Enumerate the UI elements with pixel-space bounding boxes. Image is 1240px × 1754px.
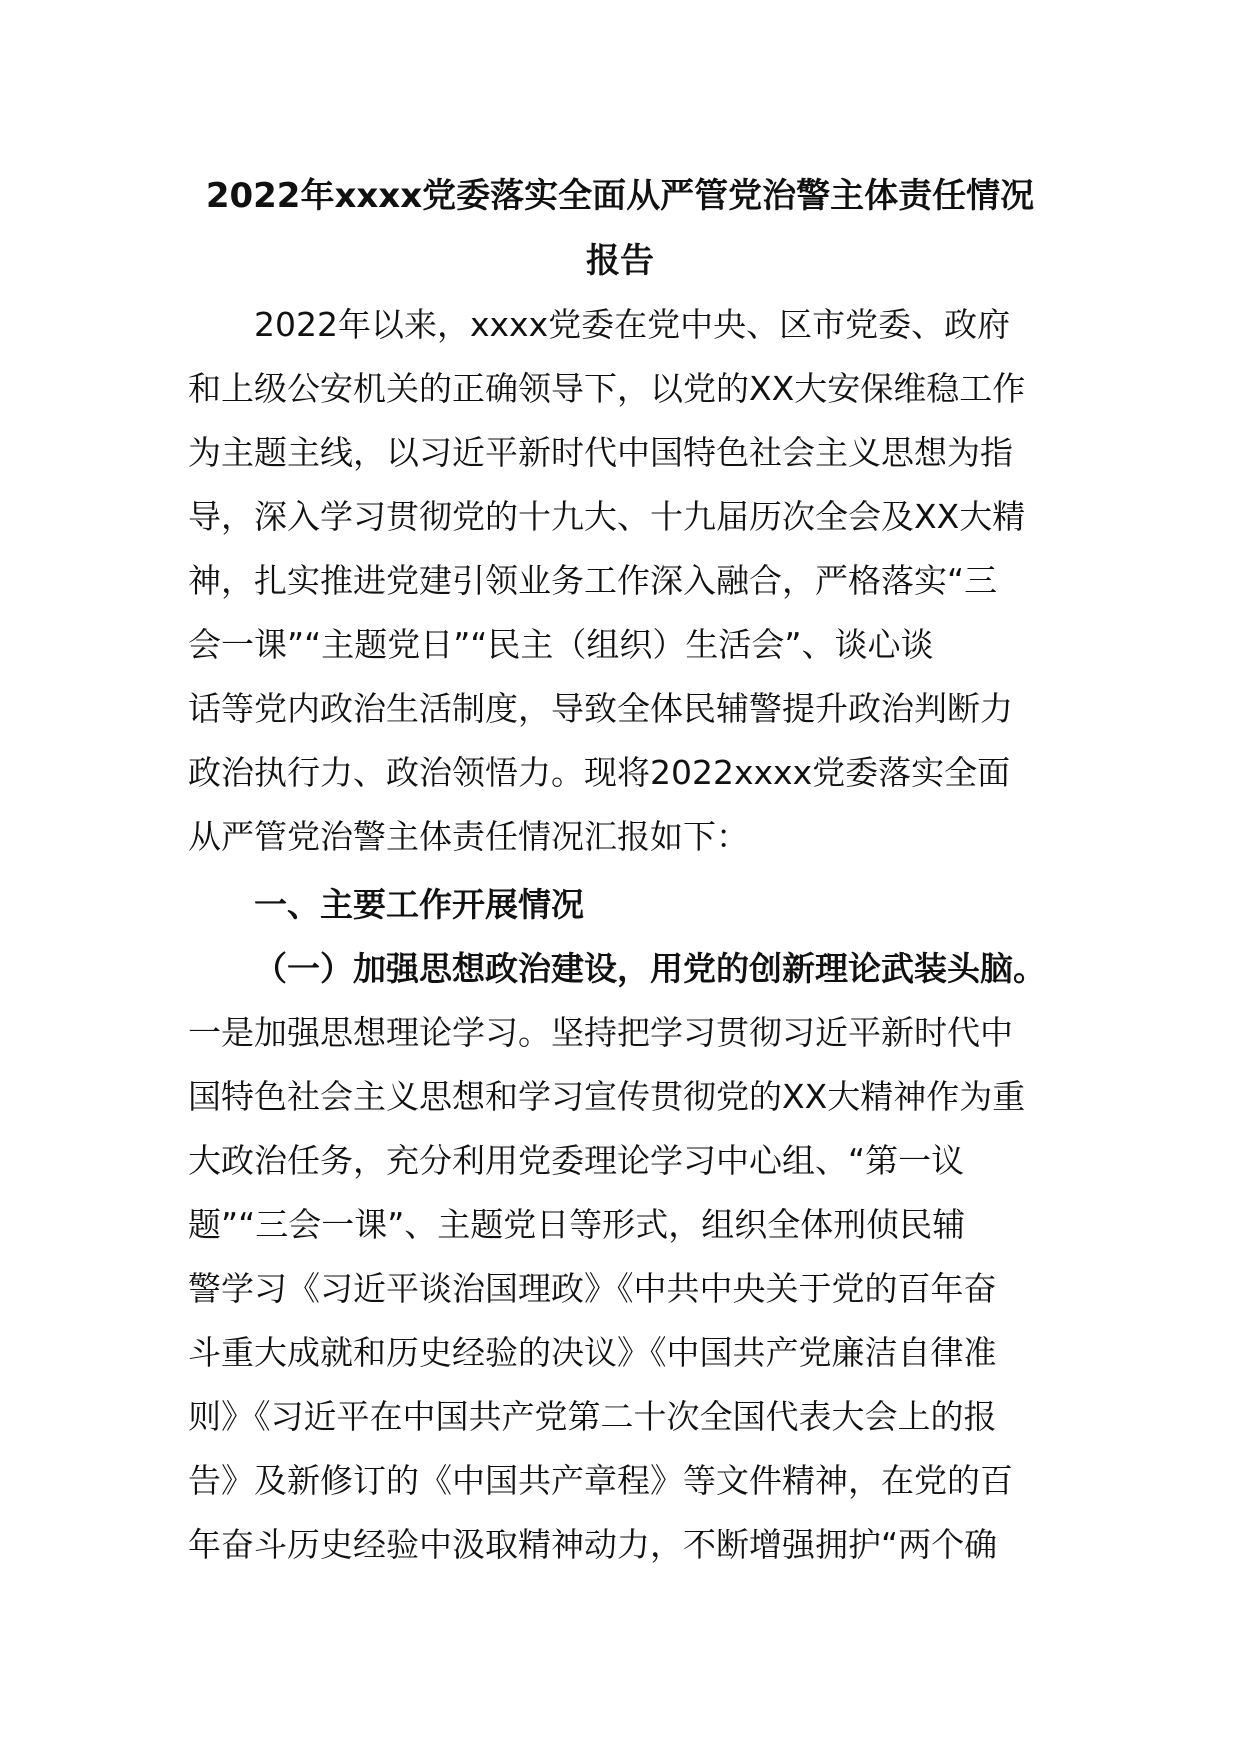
body-line-2: 国特色社会主义思想和学习宣传贯彻党的XX大精神作为重 <box>188 1077 1026 1116</box>
body-line-1: 一是加强思想理论学习。坚持把学习贯彻习近平新时代中 <box>188 1013 1013 1052</box>
body-line-7: 则》《习近平在中国共产党第二十次全国代表大会上的报 <box>188 1397 997 1436</box>
body-line-8: 告》及新修订的《中国共产章程》等文件精神，在党的百 <box>188 1461 1013 1500</box>
document-title-line-2: 报告 <box>586 241 654 281</box>
intro-line-7: 话等党内政治生活制度，导致全体民辅警提升政治判断力 <box>188 689 1013 728</box>
subsection-heading: （一）加强思想政治建设，用党的创新理论武装头脑。 <box>254 949 1046 988</box>
intro-line-9: 从严管党治警主体责任情况汇报如下： <box>188 817 749 856</box>
body-line-3: 大政治任务，充分利用党委理论学习中心组、“第一议 <box>188 1141 965 1180</box>
body-line-5: 警学习《习近平谈治国理政》《中共中央关于党的百年奋 <box>188 1269 997 1308</box>
intro-line-8: 政治执行力、政治领悟力。现将2022xxxx党委落实全面 <box>188 753 1011 792</box>
intro-line-2: 和上级公安机关的正确领导下，以党的XX大安保维稳工作 <box>188 369 1026 408</box>
intro-line-6: 会一课”“主题党日”“民主（组织）生活会”、谈心谈 <box>188 625 934 664</box>
intro-line-4: 导，深入学习贯彻党的十九大、十九届历次全会及XX大精 <box>188 497 1026 536</box>
intro-line-5: 神，扎实推进党建引领业务工作深入融合，严格落实“三 <box>188 561 998 600</box>
intro-line-1: 2022年以来，xxxx党委在党中央、区市党委、政府 <box>254 305 1011 344</box>
body-line-4: 题”“三会一课”、主题党日等形式，组织全体刑侦民辅 <box>188 1205 966 1244</box>
intro-line-3: 为主题主线，以习近平新时代中国特色社会主义思想为指 <box>188 433 1013 472</box>
document-title-line-1: 2022年xxxx党委落实全面从严管党治警主体责任情况 <box>205 176 1035 216</box>
body-line-6: 斗重大成就和历史经验的决议》《中国共产党廉洁自律准 <box>188 1333 997 1372</box>
body-line-9: 年奋斗历史经验中汲取精神动力，不断增强拥护“两个确 <box>188 1525 998 1564</box>
section-heading: 一、主要工作开展情况 <box>254 885 584 924</box>
